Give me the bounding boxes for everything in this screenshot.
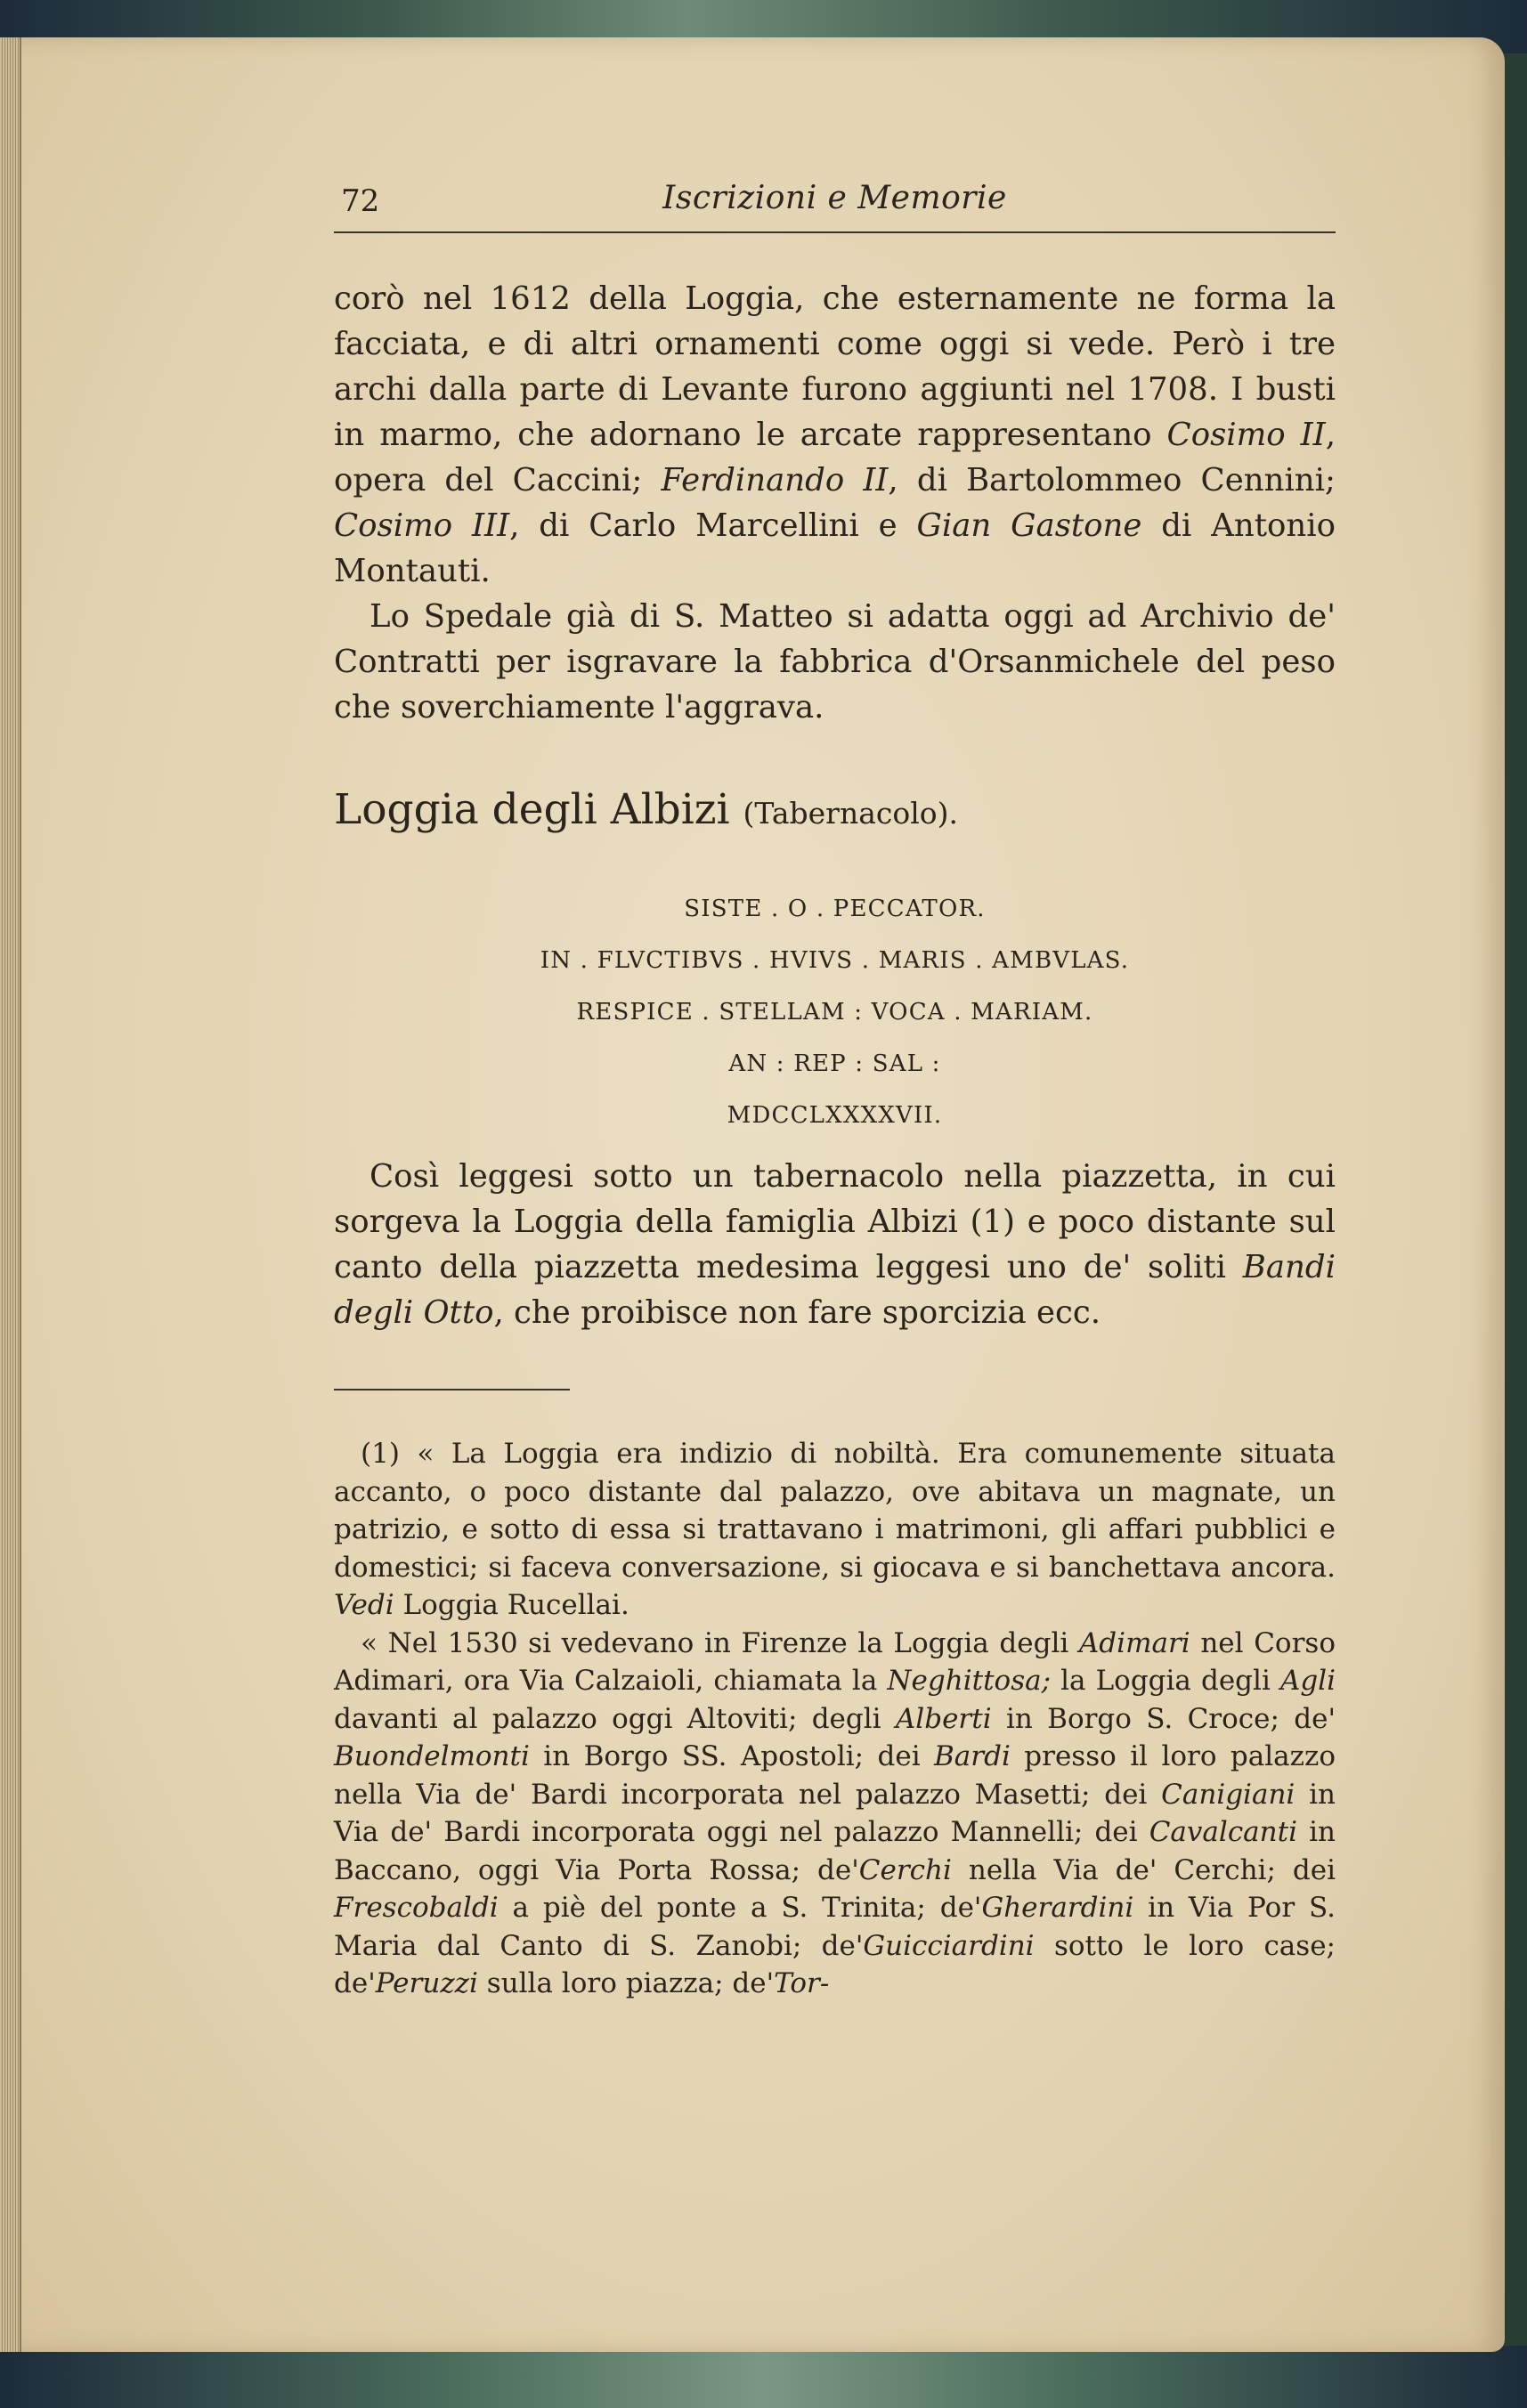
italic-name: Agli	[1279, 1665, 1336, 1697]
italic-name: Frescobaldi	[334, 1892, 499, 1924]
italic-name: Canigiani	[1161, 1778, 1296, 1811]
italic-name: Bardi	[934, 1740, 1011, 1772]
section-subtitle: (Tabernacolo).	[743, 796, 959, 831]
text-run: Così leggesi sotto un tabernacolo nella piazzetta, in cui sorgeva la Loggia della famiglia Albizi (1) e poco distante sul canto della piazzetta medesima leggesi uno de' soliti	[334, 1158, 1336, 1285]
section-title: Loggia degli Albizi	[334, 785, 730, 834]
italic-name: Gherardini	[981, 1892, 1134, 1924]
text-run: sulla loro piazza; de'	[477, 1967, 775, 1999]
inscription-line: IN . FLVCTIBVS . HVIVS . MARIS . AMBVLAS.	[540, 947, 1130, 974]
italic-name: Peruzzi	[375, 1967, 478, 1999]
book-cover-bottom	[0, 2346, 1527, 2408]
paragraph-spedale: Lo Spedale già di S. Matteo si adatta oggi ad Archivio de' Contratti per isgravare la fabbrica d'Orsanmichele del peso che soverchiamente l'aggrava.	[334, 598, 1336, 726]
text-run: , opera del Caccini;	[334, 417, 1336, 499]
footnotes	[334, 1435, 1336, 2003]
inscription-line: MDCCLXXXXVII.	[727, 1102, 943, 1129]
italic-name: Adimari	[1078, 1626, 1190, 1659]
text-run: davanti al palazzo oggi Altoviti; degli	[334, 1702, 896, 1735]
italic-name: Guicciardini	[863, 1929, 1035, 1962]
text-run: corò nel 1612 della Loggia, che esternamente ne forma la facciata, e di altri ornamenti come oggi si vede. Però i tre archi dalla parte di Levante furono aggiunti nel 1708. I busti in marmo, che adornano le arcate rappresentano	[334, 280, 1336, 453]
paragraph-loggia-ornaments	[334, 276, 1336, 594]
footnote-rule	[334, 1389, 570, 1390]
body-text-top	[334, 276, 1336, 730]
text-run: , di Carlo Marcellini e	[509, 507, 917, 544]
italic-word: Vedi	[334, 1589, 394, 1621]
text-run: nel Corso Adimari, ora Via Calzaioli, chiamata la	[334, 1626, 1336, 1697]
italic-name: Buondelmonti	[334, 1740, 530, 1772]
text-run: in Baccano, oggi Via Porta Rossa; de'	[334, 1816, 1336, 1886]
body-text-bottom	[334, 1154, 1336, 1335]
text-run: nella Via de' Cerchi; dei	[951, 1853, 1336, 1886]
text-run: Loggia Rucellai.	[394, 1589, 629, 1621]
italic-name: Bandi degli Otto	[334, 1249, 1336, 1331]
text-run: sotto le loro case; de'	[334, 1929, 1336, 1999]
inscription-line: SISTE . O . PECCATOR.	[684, 896, 986, 922]
section-heading	[334, 783, 1336, 840]
footnote-1	[334, 1435, 1336, 1625]
running-title: Iscrizioni e Memorie	[662, 180, 1007, 216]
text-run: di Antonio Montauti.	[334, 507, 1336, 589]
italic-name: Cosimo II	[1166, 417, 1326, 453]
inscription-line: AN : REP : SAL :	[728, 1050, 941, 1077]
text-run: in Via Por S. Maria dal Canto di S. Zanobi; de'	[334, 1892, 1336, 1962]
inscription-block	[334, 883, 1336, 1141]
page-number: 72	[341, 183, 380, 219]
text-run: in Borgo SS. Apostoli; dei	[529, 1740, 935, 1772]
page-edges	[0, 37, 21, 2352]
text-run: « Nel 1530 si vedevano in Firenze la Loggia degli	[361, 1626, 1079, 1659]
text-run: , che proibisce non fare sporcizia ecc.	[493, 1294, 1101, 1331]
inscription-line: RESPICE . STELLAM : VOCA . MARIAM.	[576, 999, 1093, 1026]
italic-name: Neghittosa;	[887, 1665, 1052, 1697]
paragraph-tabernacolo	[334, 1154, 1336, 1335]
text-run: (1) « La Loggia era indizio di nobiltà. Era comunemente situata accanto, o poco distante dal palazzo, ove abitava un magnate, un patrizio, e sotto di essa si trattavano i matrimoni, gli affari pubblici e domestici; si faceva conversazione, si giocava e si banchettava ancora.	[334, 1438, 1336, 1584]
italic-name: Ferdinando II	[661, 462, 889, 499]
text-run: presso il loro palazzo nella Via de' Bardi incorporata nel palazzo Masetti; dei	[334, 1740, 1336, 1811]
text-run: , di Bartolommeo Cennini;	[888, 462, 1336, 499]
text-run: a piè del ponte a S. Trinita; de'	[498, 1892, 982, 1924]
italic-name: Gian Gastone	[916, 507, 1142, 544]
footnote-1-continued	[334, 1625, 1336, 2003]
italic-name: Cavalcanti	[1149, 1816, 1297, 1848]
text-run: la Loggia degli	[1051, 1665, 1280, 1697]
text-run: in Borgo S. Croce; de'	[991, 1702, 1336, 1735]
italic-name: Cerchi	[858, 1853, 952, 1886]
italic-name: Tor-	[774, 1967, 830, 1999]
text-run: in Via de' Bardi incorporata oggi nel palazzo Mannelli; dei	[334, 1778, 1336, 1848]
italic-name: Cosimo III	[334, 507, 510, 544]
page-header	[334, 176, 1336, 233]
italic-name: Alberti	[895, 1702, 992, 1735]
